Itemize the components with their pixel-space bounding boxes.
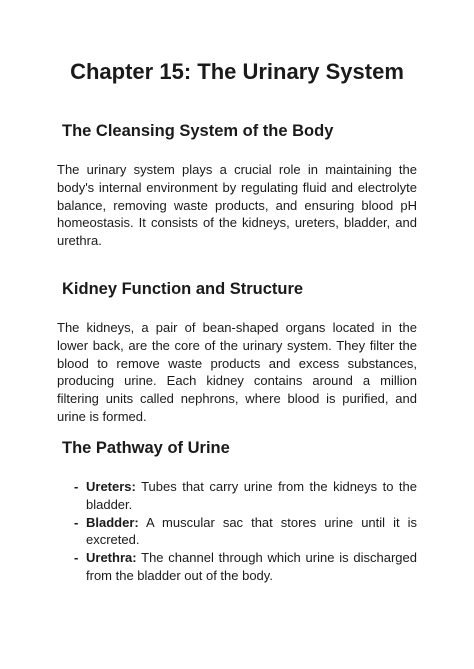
paragraph-kidney-function: The kidneys, a pair of bean-shaped organs located in the lower back, are the core of the urinary system. They filter the blood to remove waste products and excess substances, producing urine. Each kidney contains around a million filtering units called nephrons, where blood is purified, and urine is formed. — [57, 320, 417, 424]
term-ureters: Ureters: — [86, 479, 136, 494]
bullet-dash: - — [74, 479, 79, 494]
term-bladder: Bladder: — [86, 514, 139, 530]
bullet-dash: - — [74, 550, 79, 566]
list-item-urethra — [57, 549, 417, 585]
section-heading-cleansing-system: The Cleansing System of the Body — [62, 122, 334, 140]
paragraph-cleansing-system: The urinary system plays a crucial role in maintaining the body's internal environment by regulating fluid and electrolyte balance, removing waste products, and ensuring blood pH homeostasis. It consists of the kidneys, ureters, bladder, and urethra. — [57, 162, 417, 249]
bullet-dash: - — [74, 514, 79, 530]
list-item-ureters — [57, 478, 417, 514]
section-heading-pathway-of-urine: The Pathway of Urine — [62, 439, 230, 457]
chapter-title: Chapter 15: The Urinary System — [70, 59, 404, 84]
definition-urethra: The channel through which urine is discharged from the bladder out of the body. — [86, 550, 417, 583]
term-urethra: Urethra: — [86, 550, 137, 566]
list-item-bladder — [57, 514, 417, 550]
pathway-bullet-list — [57, 478, 417, 585]
definition-bladder: A muscular sac that stores urine until it is excreted. — [86, 514, 417, 548]
definition-ureters: Tubes that carry urine from the kidneys to the bladder. — [86, 479, 417, 512]
section-heading-kidney-function: Kidney Function and Structure — [62, 280, 304, 298]
